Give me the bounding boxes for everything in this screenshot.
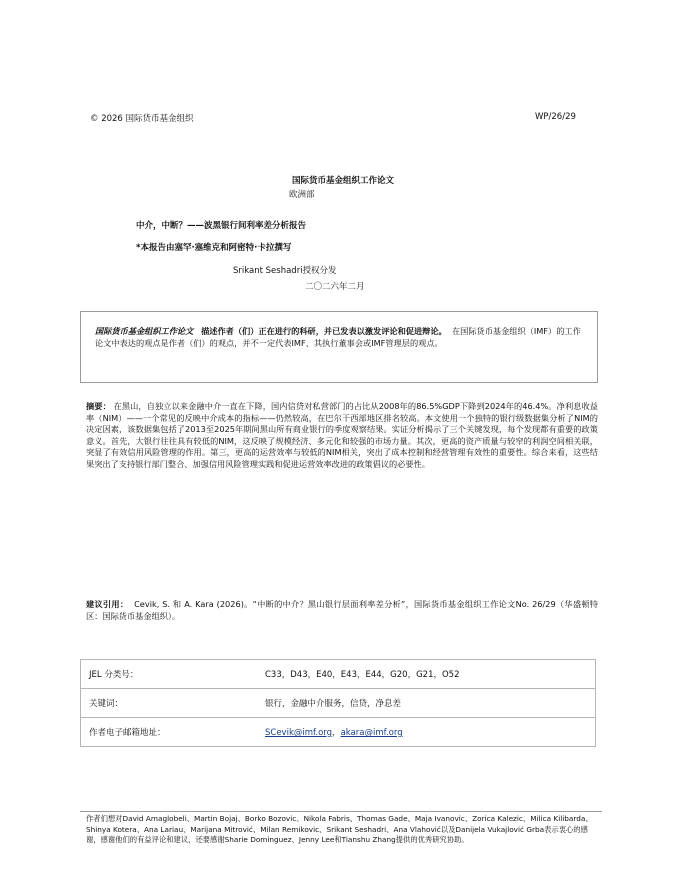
- email-link-cevik[interactable]: SCevik@imf.org: [265, 728, 333, 738]
- citation-text: Cevik, S. 和 A. Kara (2026)。“中断的中介？黑山银行层面利率差分析”，国际货币基金组织工作论文No. 26/29（华盛顿特区：国际货币基金组织）。: [86, 599, 598, 621]
- disclaimer-body: 在国际货币基金组织（IMF）的工作论文中表达的观点是作者（们）的观点，并不一定代表IMF、其执行董事会或IMF管理层的观点。: [95, 326, 581, 348]
- table-row: [81, 718, 596, 747]
- jel-value: C33，D43，E40，E43，E44，G20，G21，O52: [257, 660, 596, 689]
- abstract-text: 在黑山，自独立以来金融中介一直在下降，国内信贷对私营部门的占比从2008年的86.5%GDP下降到2024年的46.4%。净利息收益率（NIM）——一个常见的反映中介成本的指标——仍然较高，在巴尔干西部地区排名较高。本文使用一个独特的银行级数据集分析了NIM的决定因素，该数据集包括了2013至2025年期间黑山所有商业银行的季度观察结果。实证分析揭示了三个关键发现，每个发现都有重要的政策意义。首先，大银行往往具有较低的NIM，这反映了规模经济、多元化和较强的市场力量。其次，更高的资产质量与较窄的利润空间相关联，突显了有效信用风险管理的作用。第三，更高的运营效率与较低的NIM相关，突出了成本控制和经营管理有效性的重要性。综合来看，这些结果突出了支持银行部门整合、加强信用风险管理实践和促进运营效率改进的政策倡议的必要性。: [86, 401, 598, 469]
- table-row: [81, 689, 596, 718]
- department: 欧洲部: [289, 190, 315, 200]
- disclaimer-text: [95, 326, 587, 349]
- abstract: [86, 401, 598, 470]
- footnote-divider: [80, 811, 602, 812]
- paper-number: WP/26/29: [535, 112, 576, 122]
- jel-label: JEL 分类号：: [81, 660, 258, 689]
- publication-date: 二〇二六年二月: [305, 282, 365, 292]
- footnote: 作者们想对David Amaglobeli、Martin Bojaj、Borko Bozovic、Nikola Fabris、Thomas Gade、Maja Ivanovic、Zorica Kalezic、Milica Kilibarda、Shinya Kotera、Ana Lariau、Marijana Mitrović、Milan Remikovic、Srikant Seshadri、Ana Vlahović以及Danijela Vukajlović Grba表示衷心的感谢，感谢他们的有益评论和建议，还要感谢Sharie Dominguez、Jenny Lee和Tianshu Zhang提供的优秀研究协助。: [86, 814, 593, 844]
- disclaimer-emphasis: 描述作者（们）正在进行的科研，并已发表以激发评论和促进辩论。: [201, 326, 447, 336]
- disclaimer-box: [80, 311, 598, 383]
- email-separator: ，: [332, 728, 341, 738]
- paper-title: 中介，中断？——波黑银行间利率差分析报告: [136, 221, 307, 231]
- authorized-by: Srikant Seshadri授权分发: [233, 266, 337, 276]
- email-cell: [257, 718, 596, 747]
- disclaimer-lead: 国际货币基金组织工作论文: [95, 326, 194, 336]
- email-link-kara[interactable]: akara@imf.org: [340, 728, 403, 738]
- copyright-notice: © 2026 国际货币基金组织: [90, 114, 194, 124]
- email-label: 作者电子邮箱地址：: [81, 718, 258, 747]
- table-row: [81, 660, 596, 689]
- author-line: *本报告由塞罕·塞维克和阿密特·卡拉撰写: [136, 243, 292, 253]
- abstract-label: 摘要：: [86, 401, 111, 411]
- series-title: 国际货币基金组织工作论文: [292, 176, 395, 186]
- citation-label: 建议引用：: [86, 599, 129, 609]
- suggested-citation: [86, 599, 598, 622]
- keywords-value: 银行，金融中介服务，信贷，净息差: [257, 689, 596, 718]
- keywords-label: 关键词：: [81, 689, 258, 718]
- metadata-table: [80, 659, 596, 747]
